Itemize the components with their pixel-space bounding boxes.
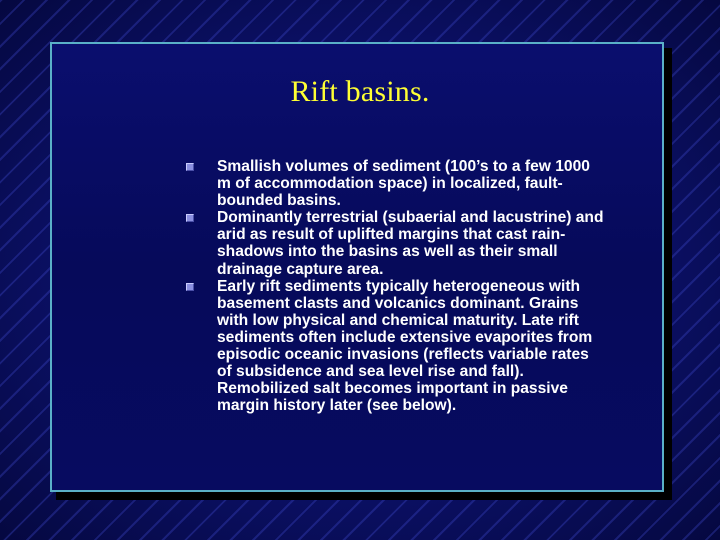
bullet-item [186, 158, 606, 209]
square-bullet-icon [186, 283, 194, 291]
bullet-list [186, 158, 606, 414]
slide-title: Rift basins. [290, 75, 430, 108]
bullet-item [186, 278, 606, 415]
square-bullet-icon [186, 163, 194, 171]
bullet-item [186, 209, 606, 277]
bullet-text: Dominantly terrestrial (subaerial and lacustrine) and arid as result of uplifted margins that cast rain-shadows into the basins as well as their small drainage capture area. [217, 209, 604, 278]
square-bullet-icon [186, 214, 194, 222]
bullet-text: Early rift sediments typically heterogeneous with basement clasts and volcanics dominant. Grains with low physical and chemical maturity. Late rift sediments often include extensive evaporites from episodic oceanic invasions (reflects variable rates of subsidence and sea level rise and fall). Remobilized salt becomes important in passive margin history later (see below). [217, 277, 593, 415]
bullet-text: Smallish volumes of sediment (100’s to a few 1000 m of accommodation space) in localized, fault-bounded basins. [217, 158, 590, 210]
